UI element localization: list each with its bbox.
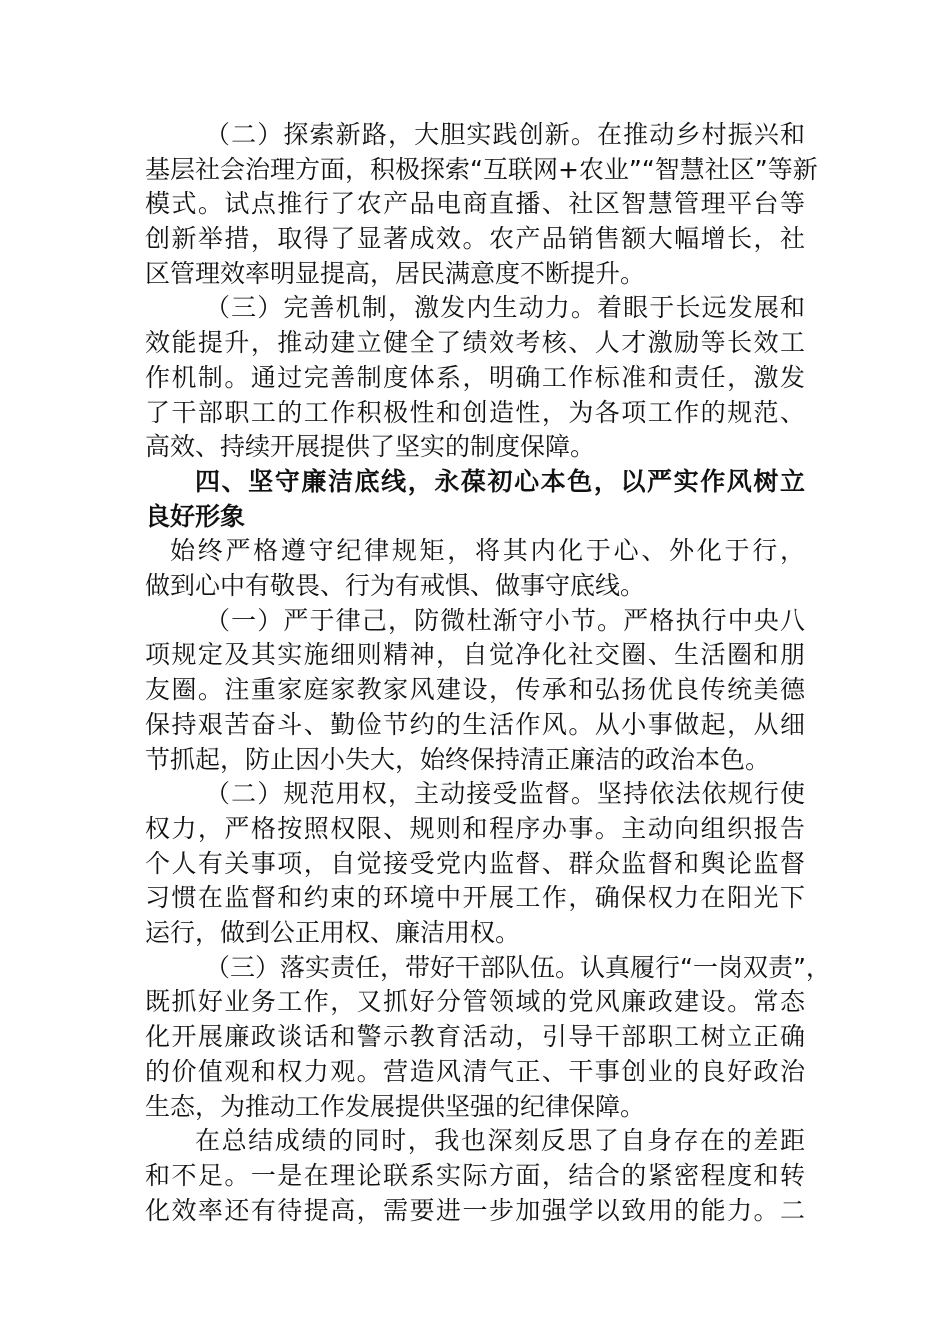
paragraph-line: 运行，做到公正用权、廉洁用权。 xyxy=(145,918,521,947)
paragraph-line: 权力，严格按照权限、规则和程序办事。主动向组织报告 xyxy=(145,814,805,843)
paragraph-line: 效能提升，推动建立健全了绩效考核、人才激励等长效工 xyxy=(145,328,805,357)
paragraph-line: （二）探索新路，大胆实践创新。在推动乡村振兴和 xyxy=(205,120,805,149)
paragraph-line: 的价值观和权力观。营造风清气正、干事创业的良好政治 xyxy=(145,1057,805,1086)
paragraph-line: （三）完善机制，激发内生动力。着眼于长远发展和 xyxy=(205,293,805,322)
paragraph-line: 和不足。一是在理论联系实际方面，结合的紧密程度和转 xyxy=(145,1161,805,1190)
paragraph-line: 了干部职工的工作积极性和创造性，为各项工作的规范、 xyxy=(145,398,805,427)
paragraph-line: 项规定及其实施细则精神，自觉净化社交圈、生活圈和朋 xyxy=(145,640,805,669)
paragraph-line: 始终严格遵守纪律规矩，将其内化于心、外化于行， xyxy=(170,536,805,565)
paragraph-line: （一）严于律己，防微杜渐守小节。严格执行中央八 xyxy=(205,606,805,635)
paragraph-line: 化效率还有待提高，需要进一步加强学以致用的能力。二 xyxy=(145,1196,805,1225)
paragraph-line: 友圈。注重家庭家教家风建设，传承和弘扬优良传统美德 xyxy=(145,675,805,704)
section-heading-line: 良好形象 xyxy=(145,502,246,531)
paragraph-line: 既抓好业务工作，又抓好分管领域的党风廉政建设。常态 xyxy=(145,987,805,1016)
paragraph-line: 节抓起，防止因小失大，始终保持清正廉洁的政治本色。 xyxy=(145,745,771,774)
paragraph-line: 区管理效率明显提高，居民满意度不断提升。 xyxy=(145,259,646,288)
paragraph-line: （三）落实责任，带好干部队伍。认真履行“一岗双责”， xyxy=(205,953,831,982)
paragraph-line: 作机制。通过完善制度体系，明确工作标准和责任，激发 xyxy=(145,363,805,392)
paragraph-line: （二）规范用权，主动接受监督。坚持依法依规行使 xyxy=(205,779,805,808)
paragraph-line: 保持艰苦奋斗、勤俭节约的生活作风。从小事做起，从细 xyxy=(145,710,805,739)
paragraph-line: 创新举措，取得了显著成效。农产品销售额大幅增长，社 xyxy=(145,224,805,253)
paragraph-line: 习惯在监督和约束的环境中开展工作，确保权力在阳光下 xyxy=(145,883,805,912)
paragraph-line: 模式。试点推行了农产品电商直播、社区智慧管理平台等 xyxy=(145,189,805,218)
paragraph-line: 个人有关事项，自觉接受党内监督、群众监督和舆论监督 xyxy=(145,849,805,878)
paragraph-line: 基层社会治理方面，积极探索“互联网+农业”“智慧社区”等新 xyxy=(145,155,818,184)
paragraph-line: 生态，为推动工作发展提供坚强的纪律保障。 xyxy=(145,1092,646,1121)
section-heading-line: 四、坚守廉洁底线，永葆初心本色，以严实作风树立 xyxy=(195,467,805,496)
paragraph-line: 在总结成绩的同时，我也深刻反思了自身存在的差距 xyxy=(195,1126,805,1155)
paragraph-line: 做到心中有敬畏、行为有戒惧、做事守底线。 xyxy=(145,571,646,600)
paragraph-line: 高效、持续开展提供了坚实的制度保障。 xyxy=(145,432,596,461)
paragraph-line: 化开展廉政谈话和警示教育活动，引导干部职工树立正确 xyxy=(145,1022,805,1051)
